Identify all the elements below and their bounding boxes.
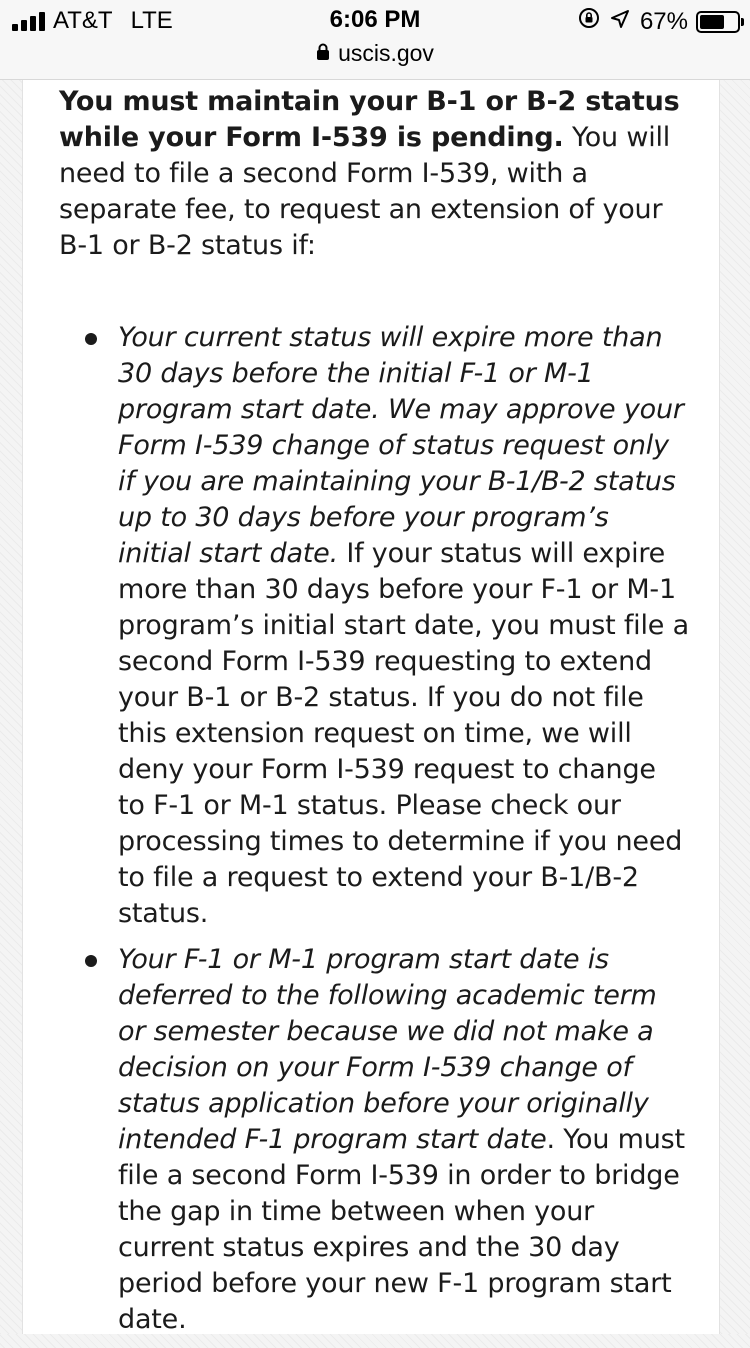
- network-type: LTE: [130, 7, 173, 34]
- rotation-lock-icon: [578, 7, 600, 36]
- url-bar[interactable]: [0, 40, 750, 67]
- list-item-text: If your status will expire more than 30 days before your F-1 or M-1 program’s initial start date, you must file a second Form I-539 requesting to extend your B-1 or B-2 status. If you do not file this extension request on time, we will deny your Form I-539 request to change to F-1 or M-1 status. Please check our processing times to determine if you need to file a request to extend your B-1/B-2 status.: [118, 538, 689, 929]
- list-item-italic-text: Your current status will expire more than 30 days before the initial F-1 or M-1 program start date. We may approve your Form I-539 change of status request only if you are maintaining your B-1/B-2 status up to 30 days before your program’s initial start date.: [118, 322, 684, 569]
- list-item: [59, 942, 689, 1338]
- bullet-icon: [85, 333, 97, 345]
- bullet-icon: [85, 955, 97, 967]
- status-right: [578, 7, 740, 36]
- requirements-list: [59, 320, 689, 1338]
- battery-percent: 67%: [639, 7, 688, 35]
- battery-level-fill: [700, 15, 724, 29]
- padlock-icon: [316, 40, 330, 67]
- carrier-name: AT&T: [53, 7, 113, 34]
- browser-top-bar: [0, 0, 750, 80]
- article-body: [59, 84, 689, 1348]
- intro-bold-text: You must maintain your B-1 or B-2 status while your Form I-539 is pending.: [59, 86, 680, 153]
- list-item: [59, 320, 689, 932]
- intro-paragraph: [59, 84, 689, 264]
- url-domain[interactable]: uscis.gov: [338, 40, 434, 66]
- status-time: 6:06 PM: [329, 6, 421, 33]
- battery-icon: [696, 11, 740, 33]
- list-item-text: . You must file a second Form I-539 in order to bridge the gap in time between when your current status expires and the 30 day period before your new F-1 program start date.: [118, 1124, 685, 1335]
- location-arrow-icon: [610, 8, 630, 36]
- intro-text: You will need to file a second Form I-539, with a separate fee, to request an extension of your B-1 or B-2 status if:: [59, 122, 671, 261]
- list-item-italic-text: Your F-1 or M-1 program start date is deferred to the following academic term or semester because we did not make a decision on your Form I-539 change of status application before your originally intended F-1 program start date: [118, 944, 657, 1155]
